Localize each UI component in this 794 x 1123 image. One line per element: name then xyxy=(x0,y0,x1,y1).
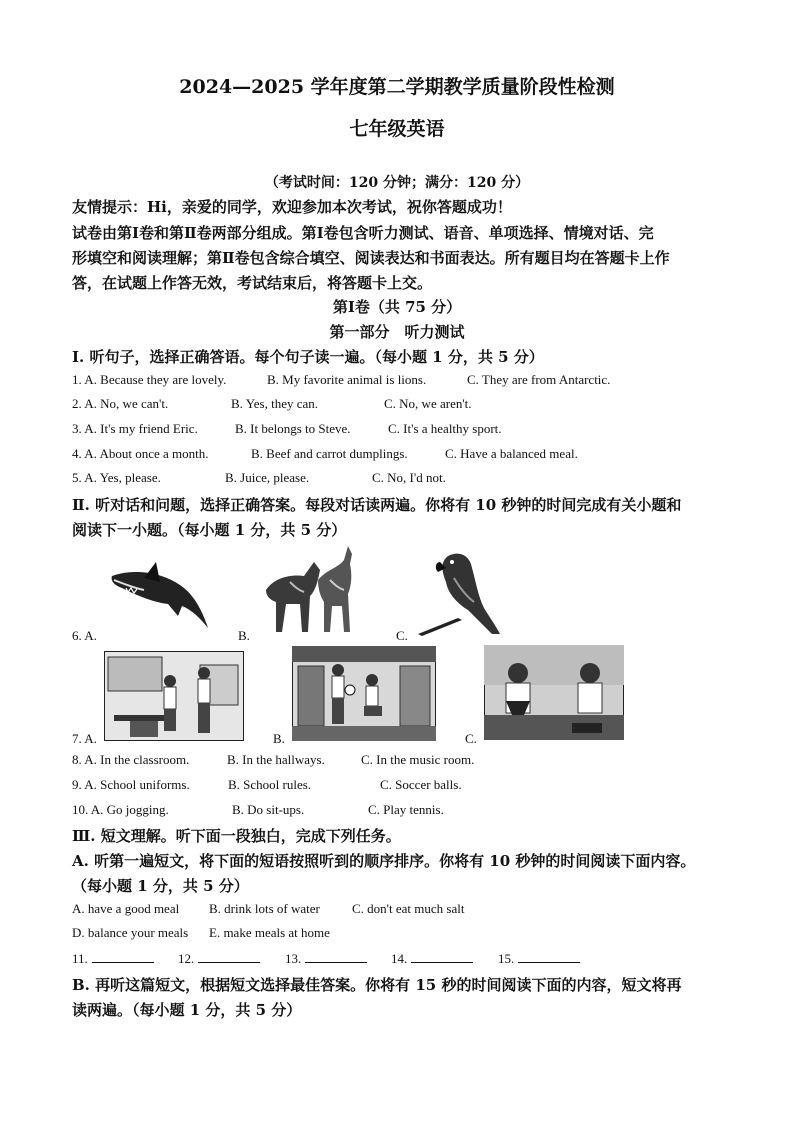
phrase-option-e: E. make meals at home xyxy=(209,925,330,940)
phrase-option-d: D. balance your meals xyxy=(72,925,189,940)
exam-subtitle: 七年级英语 xyxy=(349,118,445,140)
answer-line xyxy=(411,950,473,963)
q10-option-c: C. Play tennis. xyxy=(368,802,444,817)
volume-label: 第Ⅰ卷（共 75 分） xyxy=(332,298,462,316)
q9-option-b: B. School rules. xyxy=(228,777,312,792)
q9-option-c: C. Soccer balls. xyxy=(380,777,462,792)
q4-option-b: B. Beef and carrot dumplings. xyxy=(251,446,408,461)
q1-option-a: 1. A. Because they are lovely. xyxy=(72,372,227,387)
phrase-option-c: C. don't eat much salt xyxy=(352,901,465,916)
section2-heading-line1: Ⅱ. 听对话和问题，选择正确答案。每段对话读两遍。你将有 10 秒钟的时间完成有关小题和 xyxy=(72,496,682,514)
wolves-image xyxy=(260,540,362,636)
answer-blank-14[interactable] xyxy=(391,950,473,967)
q8-option-c: C. In the music room. xyxy=(361,752,475,767)
section3-partB-line2: 读两遍。（每小题 1 分，共 5 分） xyxy=(72,1001,302,1019)
friendly-tip: 友情提示：Hi，亲爱的同学，欢迎参加本次考试，祝你答题成功！ xyxy=(72,198,512,216)
q7-label-c: C. xyxy=(465,731,477,746)
q7-label-a: 7. A. xyxy=(72,731,97,746)
answer-blank-12[interactable] xyxy=(178,950,260,967)
answer-blank-12-label: 12. xyxy=(178,951,195,966)
answer-blank-15-label: 15. xyxy=(498,951,515,966)
exam-info: （考试时间：120 分钟；满分：120 分） xyxy=(264,175,530,191)
answer-blank-13-label: 13. xyxy=(285,951,302,966)
q2-option-a: 2. A. No, we can't. xyxy=(72,396,169,411)
answer-line xyxy=(198,950,260,963)
exam-title: 2024—2025 学年度第二学期教学质量阶段性检测 xyxy=(179,76,615,98)
answer-blank-14-label: 14. xyxy=(391,951,408,966)
phrase-option-b: B. drink lots of water xyxy=(209,901,320,916)
section1-heading: Ⅰ. 听句子，选择正确答语。每个句子读一遍。（每小题 1 分，共 5 分） xyxy=(72,348,544,366)
q7-label-b: B. xyxy=(273,731,285,746)
q5-option-c: C. No, I'd not. xyxy=(372,470,446,485)
q6-label-b: B. xyxy=(238,628,250,643)
part-label: 第一部分 听力测试 xyxy=(329,323,465,341)
phrase-option-a: A. have a good meal xyxy=(72,901,180,916)
answer-blank-13[interactable] xyxy=(285,950,367,967)
classroom-image xyxy=(104,651,244,741)
q4-option-a: 4. A. About once a month. xyxy=(72,446,209,461)
shark-image xyxy=(104,558,212,634)
section3-partB-line1: B. 再听这篇短文，根据短文选择最佳答案。你将有 15 秒的时间阅读下面的内容，短文将再 xyxy=(72,976,682,994)
q6-label-a: 6. A. xyxy=(72,628,97,643)
section3-partA-line2: （每小题 1 分，共 5 分） xyxy=(72,877,249,895)
q5-option-a: 5. A. Yes, please. xyxy=(72,470,161,485)
q8-option-b: B. In the hallways. xyxy=(227,752,325,767)
intro-line-1: 试卷由第Ⅰ卷和第Ⅱ卷两部分组成。第Ⅰ卷包含听力测试、语音、单项选择、情境对话、完 xyxy=(72,224,654,242)
q3-option-c: C. It's a healthy sport. xyxy=(388,421,502,436)
answer-line xyxy=(92,950,154,963)
answer-blank-11[interactable] xyxy=(72,950,154,967)
q5-option-b: B. Juice, please. xyxy=(225,470,310,485)
section3-partA-line1: A. 听第一遍短文，将下面的短语按照听到的顺序排序。你将有 10 秒钟的时间阅读下面内容。 xyxy=(72,852,696,870)
q3-option-b: B. It belongs to Steve. xyxy=(235,421,351,436)
q6-label-c: C. xyxy=(396,628,408,643)
q2-option-c: C. No, we aren't. xyxy=(384,396,472,411)
q9-option-a: 9. A. School uniforms. xyxy=(72,777,190,792)
intro-line-2: 形填空和阅读理解；第Ⅱ卷包含综合填空、阅读表达和书面表达。所有题目均在答题卡上作 xyxy=(72,249,670,267)
q1-option-c: C. They are from Antarctic. xyxy=(467,372,611,387)
parrot-image xyxy=(418,548,504,636)
answer-line xyxy=(518,950,580,963)
q2-option-b: B. Yes, they can. xyxy=(231,396,319,411)
q8-option-a: 8. A. In the classroom. xyxy=(72,752,190,767)
q10-option-b: B. Do sit-ups. xyxy=(232,802,305,817)
answer-line xyxy=(305,950,367,963)
q1-option-b: B. My favorite animal is lions. xyxy=(267,372,427,387)
q3-option-a: 3. A. It's my friend Eric. xyxy=(72,421,198,436)
hallway-image xyxy=(292,646,436,741)
q4-option-c: C. Have a balanced meal. xyxy=(445,446,578,461)
answer-blank-15[interactable] xyxy=(498,950,580,967)
music-room-image xyxy=(484,645,624,740)
section3-heading: Ⅲ. 短文理解。听下面一段独白，完成下列任务。 xyxy=(72,827,401,845)
answer-blank-11-label: 11. xyxy=(72,951,88,966)
section2-heading-line2: 阅读下一小题。（每小题 1 分，共 5 分） xyxy=(72,521,347,539)
q10-option-a: 10. A. Go jogging. xyxy=(72,802,169,817)
intro-line-3: 答，在试题上作答无效，考试结束后，将答题卡上交。 xyxy=(72,274,433,292)
